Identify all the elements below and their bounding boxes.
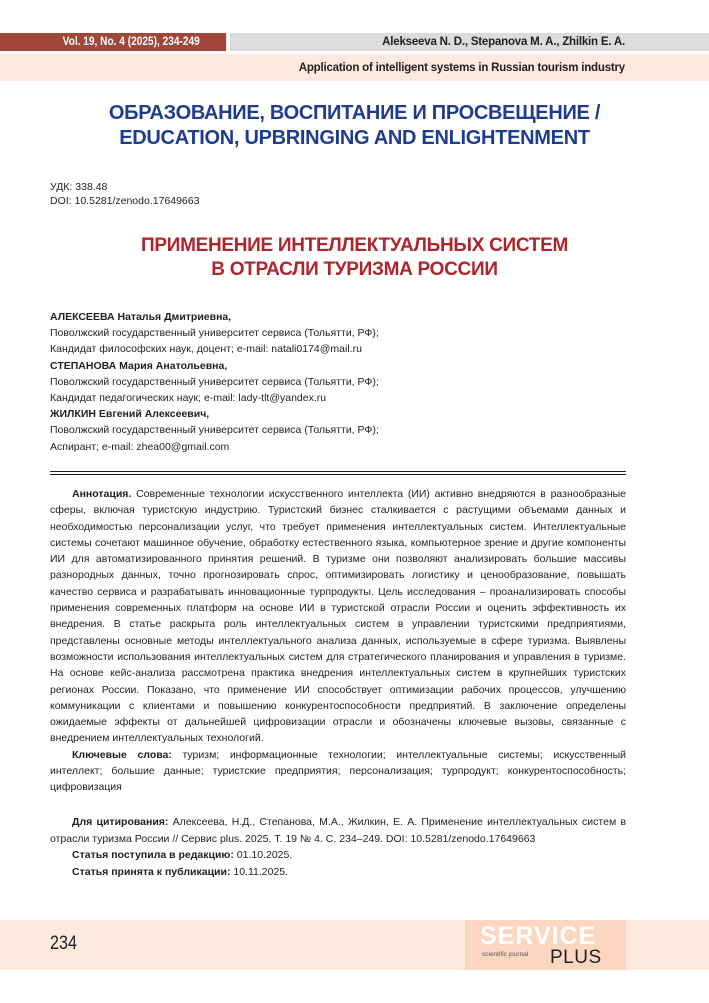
volume-bar	[0, 33, 226, 51]
doi[interactable]: DOI: 10.5281/zenodo.17649663	[50, 194, 200, 207]
page-footer	[0, 920, 709, 970]
journal-logo	[465, 920, 626, 970]
section-title-line-1: ОБРАЗОВАНИЕ, ВОСПИТАНИЕ И ПРОСВЕЩЕНИЕ /	[108, 102, 601, 124]
abstract-block	[50, 486, 626, 796]
article-title-line-1: ПРИМЕНЕНИЕ ИНТЕЛЛЕКТУАЛЬНЫХ СИСТЕМ	[140, 235, 568, 256]
author-affiliation: Поволжский государственный университет сервиса (Тольятти, РФ);	[50, 327, 379, 340]
keywords-text: туризм; информационные технологии; интеллектуальные системы; искусственный интеллект; большие данные; туристские предприятия; персонализация; турпродукт; конкурентоспособность; цифровизация	[50, 748, 626, 794]
section-title-line-2: EDUCATION, UPBRINGING AND ENLIGHTENMENT	[119, 127, 590, 149]
running-title-bar	[0, 54, 709, 81]
author-name: СТЕПАНОВА Мария Анатольевна,	[50, 359, 228, 372]
page-number: 234	[50, 933, 77, 954]
author-affiliation: Поволжский государственный университет сервиса (Тольятти, РФ);	[50, 375, 379, 388]
author-2	[50, 358, 379, 407]
divider-rule-bottom	[50, 474, 626, 475]
logo-subtitle: scientific journal	[482, 951, 529, 958]
logo-plus-text: PLUS	[550, 947, 602, 968]
citation-block	[50, 814, 626, 880]
article-meta	[50, 181, 199, 208]
running-title-text: Application of intelligent systems in Russian tourism industry	[298, 61, 625, 74]
authors-bar	[230, 33, 709, 51]
accepted-date: 10.11.2025.	[230, 865, 289, 878]
abstract-label: Аннотация.	[72, 488, 132, 500]
keywords-paragraph	[50, 747, 626, 796]
keywords-label: Ключевые слова:	[72, 748, 172, 761]
citation-label: Для цитирования:	[72, 816, 169, 828]
citation-text: Алексеева, Н.Д., Степанова, М.А., Жилкин, Е. А. Применение интеллектуальных систем в отрасли туризма России // Сервис plus. 2025. Т. 19 № 4. С. 234–249. DOI: 10.5281/zenodo.17649663	[50, 816, 626, 845]
article-title	[0, 234, 709, 282]
author-1	[50, 309, 379, 358]
abstract-text: Современные технологии искусственного интеллекта (ИИ) активно внедряются в разнообразные сферы, включая туристскую индустрию. Туристский бизнес сталкивается с растущими объемами данных и необходимостью персонализации услуг, что требует применения интеллектуальных систем. Интеллектуальные системы сочетают машинное обучение, обработку естественного языка, компьютерное зрение и другие компоненты ИИ для автоматизированного принятия решений. В туризме они позволяют анализировать большие массивы разнородных данных, точно прогнозировать спрос, оптимизировать логистику и ценообразование, повышать качество сервиса и разрабатывать инновационные турпродукты. Цель исследования – проанализировать способы применения современных платформ на основе ИИ в туристской отрасли России и оценить эффективность их внедрения. В статье раскрыта роль интеллектуальных систем в управлении туристскими предприятиями, представлены основные методы интеллектуального анализа данных, используемые в сфере туризма. Выявлены возможности использования интеллектуальных систем для стратегического планирования и управления в туризме. На основе кейс-анализа рассмотрена практика внедрения интеллектуальных систем в крупнейших туристских регионах России. Показано, что применение ИИ способствует оптимизации рабочих процессов, улучшению коммуникации с клиентами и повышению конкурентоспособности предприятий. В заключение определены ожидаемые эффекты от дальнейшей цифровизации отрасли и обозначены ключевые вызовы, связанные с внедрением интеллектуальных технологий.	[50, 488, 626, 745]
author-details: Кандидат философских наук, доцент; e-mail: natali0174@mail.ru	[50, 343, 362, 356]
abstract-paragraph	[50, 486, 626, 747]
received-line	[50, 847, 626, 864]
citation-paragraph	[50, 814, 626, 847]
author-name: АЛЕКСЕЕВА Наталья Дмитриевна,	[50, 311, 232, 323]
volume-text: Vol. 19, No. 4 (2025), 234-249	[62, 36, 200, 48]
divider-rule-top	[50, 471, 626, 472]
section-title	[0, 101, 709, 151]
author-3	[50, 406, 379, 455]
accepted-label: Статья принята к публикации:	[72, 865, 231, 878]
authors-list	[50, 309, 379, 455]
authors-short-text: Alekseeva N. D., Stepanova M. A., Zhilkin E. A.	[382, 36, 625, 48]
accepted-line	[50, 864, 626, 881]
author-details: Кандидат педагогических наук; e-mail: lady-tlt@yandex.ru	[50, 392, 327, 405]
author-name: ЖИЛКИН Евгений Алексеевич,	[50, 408, 210, 421]
received-date: 01.10.2025.	[233, 849, 293, 862]
logo-service-text: SERVICE	[480, 922, 597, 950]
author-affiliation: Поволжский государственный университет сервиса (Тольятти, РФ);	[50, 424, 379, 437]
article-title-line-2: В ОТРАСЛИ ТУРИЗМА РОССИИ	[211, 259, 498, 280]
received-label: Статья поступила в редакцию:	[72, 849, 234, 862]
author-details: Аспирант; e-mail: zhea00@gmail.com	[50, 440, 230, 453]
udk: УДК: 338.48	[50, 181, 108, 193]
